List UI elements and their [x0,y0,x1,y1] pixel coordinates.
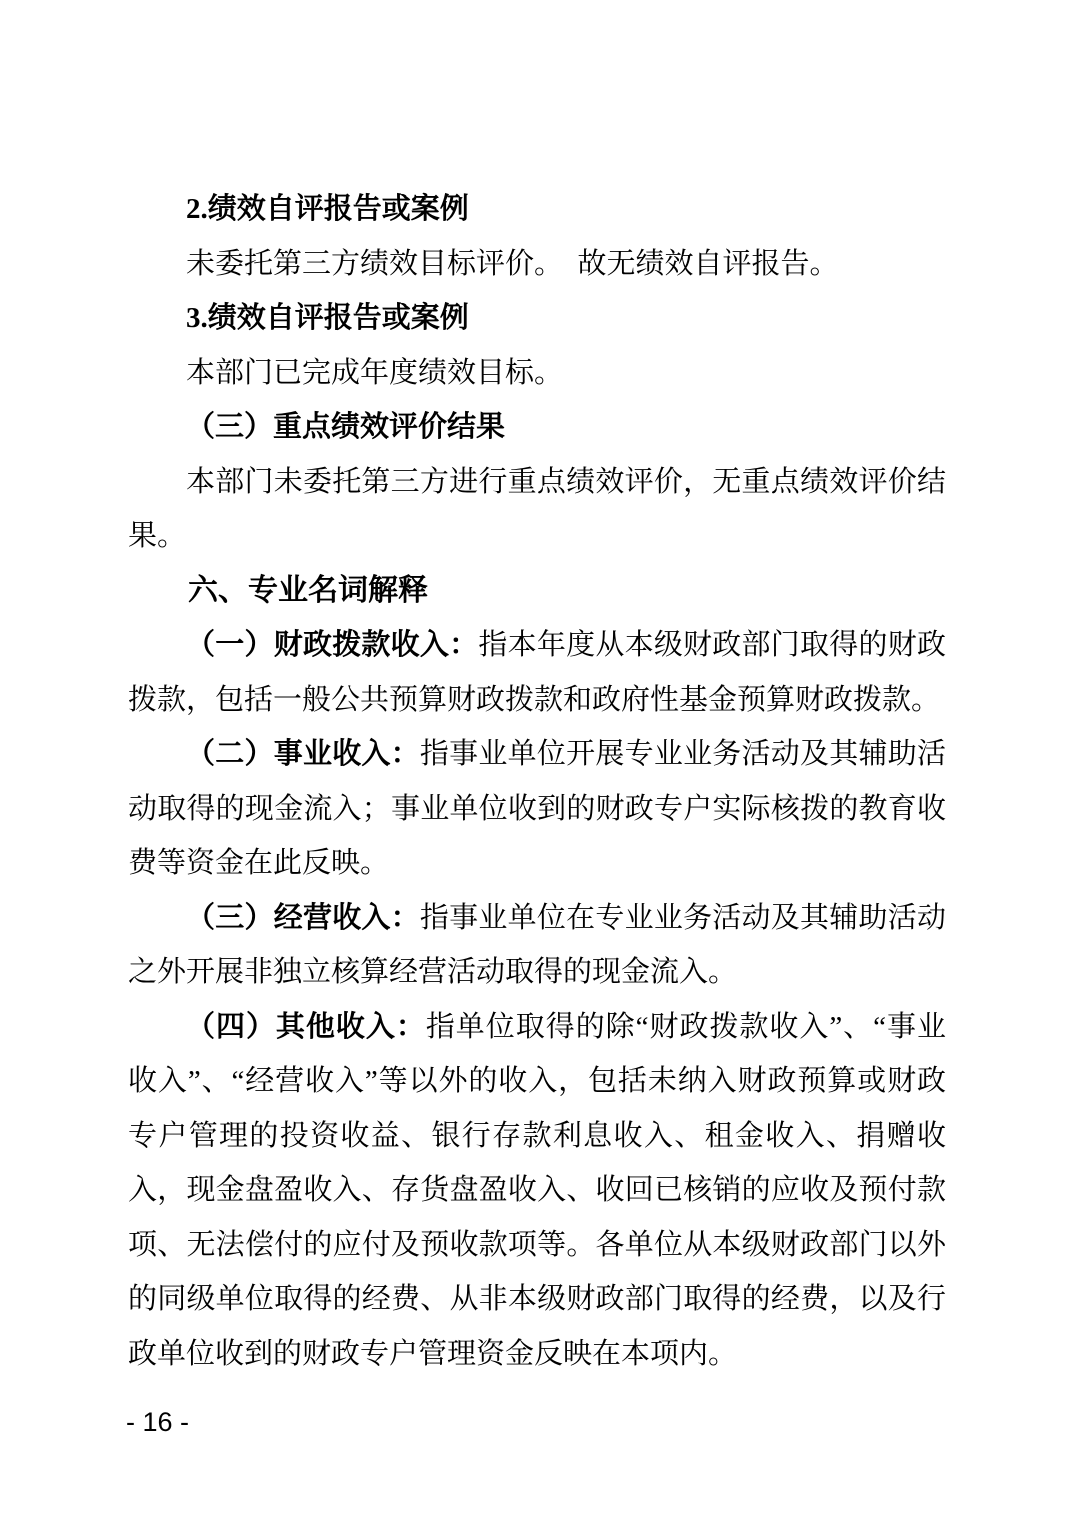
heading-self-eval-report-2: 2.绩效自评报告或案例 [186,193,469,225]
term-body-institutional-income: 指事业单位开展专业业务活动及其辅助活动取得的现金流入；事业单位收到的财政专户实际核拨的教育收费等资金在此反映。 [128,738,946,879]
heading-terminology-section: 六、专业名词解释 [188,573,428,607]
term-lead-fiscal-appropriation-income: （一）财政拨款收入： [186,629,479,661]
term-body-operating-income: 指事业单位在专业业务活动及其辅助活动之外开展非独立核算经营活动取得的现金流入。 [128,901,946,988]
heading-key-performance-eval-results: （三）重点绩效评价结果 [186,411,506,443]
term-definition-operating-income [128,891,946,1000]
page-number: - 16 - [126,1407,190,1437]
heading-self-eval-report-3: 3.绩效自评报告或案例 [186,302,469,334]
term-definition-fiscal-appropriation-income [128,618,946,727]
paragraph-key-performance-eval: 本部门未委托第三方进行重点绩效评价，无重点绩效评价结果。 [128,465,946,552]
term-lead-operating-income: （三）经营收入： [186,901,420,934]
term-body-fiscal-appropriation-income: 指本年度从本级财政部门取得的财政拨款，包括一般公共预算财政拨款和政府性基金预算财政拨款。 [128,629,946,716]
term-definition-other-income [128,1000,946,1382]
paragraph-self-eval-3: 本部门已完成年度绩效目标。 [186,356,564,389]
term-definition-institutional-income [128,727,946,891]
term-body-other-income: 指单位取得的除“财政拨款收入”、“事业收入”、“经营收入”等以外的收入，包括未纳入财政预算或财政专户管理的投资收益、银行存款利息收入、租金收入、捐赠收入，现金盘盈收入、存货盘盈收入、收回已核销的应收及预付款项、无法偿付的应付及预收款项等。各单位从本级财政部门以外的同级单位取得的经费、从非本级财政部门取得的经费，以及行政单位收到的财政专户管理资金反映在本项内。 [128,1010,946,1370]
paragraph-self-eval-2: 未委托第三方绩效目标评价。 故无绩效自评报告。 [186,247,839,280]
term-lead-other-income: （四）其他收入： [186,1010,426,1043]
term-lead-institutional-income: （二）事业收入： [186,738,420,770]
document-body [128,182,946,1381]
